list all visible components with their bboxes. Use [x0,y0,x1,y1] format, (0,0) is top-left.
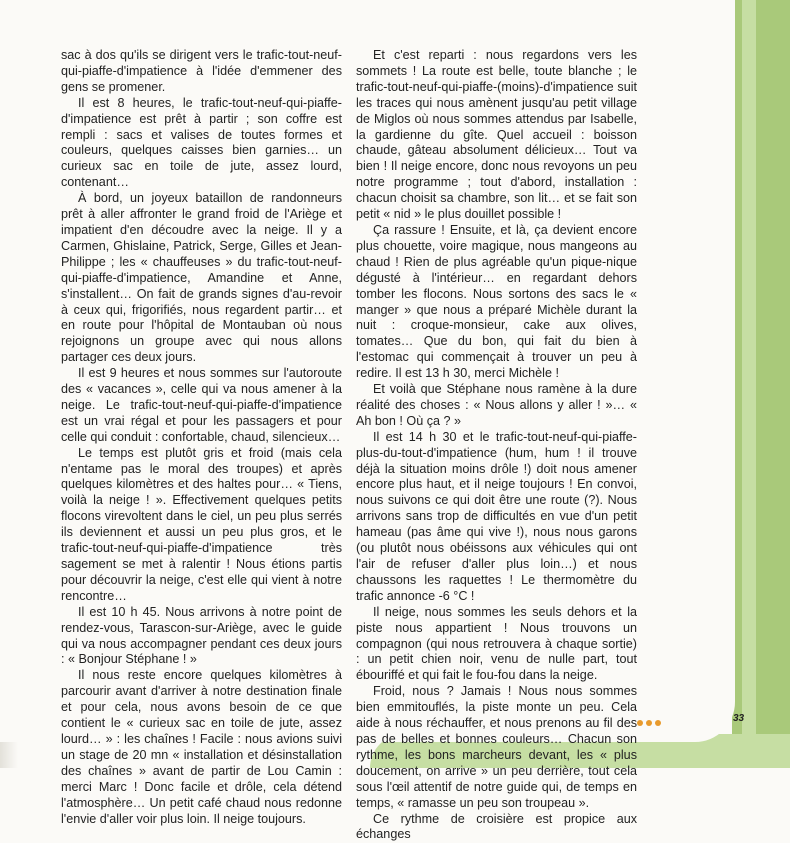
paragraph: Froid, nous ? Jamais ! Nous nous sommes bien emmitouflés, la piste monte un peu. Cela aide à nous réchauffer, et nous prenons au fil des pas de belles et bonnes couleurs… Chacun son rythme, les bons marcheurs devant, les « plus doucement, on arrive » un peu derrière, tout cela sous l'œil attentif de notre guide qui, de temps en temps, « ramasse un peu son troupeau ». [356,684,637,811]
right-text-column [356,48,637,843]
page-number: 33 [733,713,744,724]
paragraph: sac à dos qu'ils se dirigent vers le trafic-tout-neuf-qui-piaffe-d'impatience à l'idée d'emmener des gens se promener. [61,48,342,96]
paragraph: Ça rassure ! Ensuite, et là, ça devient encore plus chouette, voire magique, nous mangeons au chaud ! Rien de plus agréable qu'un pique-nique dégusté à l'intérieur… en regardant dehors tomber les flocons. Nous sortons des sacs le « manger » que nous a préparé Michèle durant la nuit : croque-monsieur, cake aux olives, tomates… Que du bon, qui fait du bien à l'estomac qui commençait à trouver un peu à redire. Il est 13 h 30, merci Michèle ! [356,223,637,382]
paragraph: Le temps est plutôt gris et froid (mais cela n'entame pas le moral des troupes) et après quelques kilomètres et des haltes pour… « Tiens, voilà la neige ! ». Effectivement quelques petits flocons virevoltent dans le ciel, un peu plus serrés ils deviennent et aussi un peu plus gros, et le trafic-tout-neuf-qui-piaffe-d'impatience très sagement se met à ralentir ! Nous étions partis pour découvrir la neige, c'est elle qui vient à notre rencontre… [61,446,342,605]
paragraph: Il est 10 h 45. Nous arrivons à notre point de rendez-vous, Tarascon-sur-Ariège, avec le guide qui va nous accompagner pendant ces deux jours : « Bonjour Stéphane ! » [61,605,342,669]
green-side-band [732,0,790,768]
paragraph: Il neige, nous sommes les seuls dehors et la piste nous appartient ! Nous trouvons un compagnon (qui nous retrouvera à chaque sortie) : un petit chien noir, venu de nulle part, tout ébouriffé et qui fait le fou-fou dans la neige. [356,605,637,685]
light-green-side-strip [742,0,756,768]
paragraph: Il est 14 h 30 et le trafic-tout-neuf-qui-piaffe-plus-du-tout-d'impatience (hum, hum ! il trouve déjà la situation moins drôle !) doit nous amener encore plus haut, et il neige toujours ! En convoi, nous suivons ce qui doit être une route (?). Nous arrivons sans trop de difficultés en vue d'un petit hameau (pas âme qui vive !), nous nous garons (ou plutôt nous obéissons aux véhicules qui ont l'air de refuser d'aller plus loin…) et nous chaussons les raquettes ! Le thermomètre du trafic annonce -6 °C ! [356,430,637,605]
continuation-dots-icon [637,720,661,726]
paragraph: Ce rythme de croisière est propice aux échanges [356,812,637,843]
paragraph: Et c'est reparti : nous regardons vers les sommets ! La route est belle, toute blanche ; le trafic-tout-neuf-qui-piaffe-(moins)-d'impatience suit les traces qui nous amènent jusqu'au petit village de Miglos où nous sommes attendus par Isabelle, la gardienne du gîte. Quel accueil : boisson chaude, gâteau absolument délicieux… Tout va bien ! Il neige encore, donc nous revoyons un peu notre programme ; tout d'abord, installation : chacun choisit sa chambre, son lit… et se fait son petit « nid » le plus douillet possible ! [356,48,637,223]
paragraph: Il est 9 heures et nous sommes sur l'autoroute des « vacances », celle qui va nous amener à la neige. Le trafic-tout-neuf-qui-piaffe-d'impatience est un vrai régal et pour les passagers et pour celle qui conduit : confortable, chaud, silencieux… [61,366,342,446]
paragraph: Il est 8 heures, le trafic-tout-neuf-qui-piaffe-d'impatience est prêt à partir ; son coffre est rempli : sacs et valises de toutes formes et couleurs, quelques caisses bien garnies… un curieux sac en toile de jute, assez lourd, contenant… [61,96,342,191]
paragraph: À bord, un joyeux bataillon de randonneurs prêt à aller affronter le grand froid de l'Ariège et impatient d'en découdre avec la neige. Il y a Carmen, Ghislaine, Patrick, Serge, Gilles et Jean-Philippe ; les « chauffeuses » du trafic-tout-neuf-qui-piaffe-d'impatience, Amandine et Anne, s'installent… On fait de grands signes d'au-revoir à ceux qui, frigorifiés, nous regardent partir… et en route pour l'hôpital de Montauban où nous rejoignons un groupe avec qui nous allons partager ces deux jours. [61,191,342,366]
left-text-column [61,48,342,827]
paragraph: Et voilà que Stéphane nous ramène à la dure réalité des choses : « Nous allons y aller ! »… « Ah bon ! Où ça ? » [356,382,637,430]
paragraph: Il nous reste encore quelques kilomètres à parcourir avant d'arriver à notre destination finale et pour cela, nous avons besoin de ce que contient le « curieux sac en toile de jute, assez lourd… » : les chaînes ! Facile : nous avions suivi un stage de 20 mn « installation et désinstallation des chaînes » avant de partir de Lou Camin : merci Marc ! Donc facile et drôle, cela détend l'atmosphère… Un petit café chaud nous redonne l'envie d'aller voir plus loin. Il neige toujours. [61,668,342,827]
